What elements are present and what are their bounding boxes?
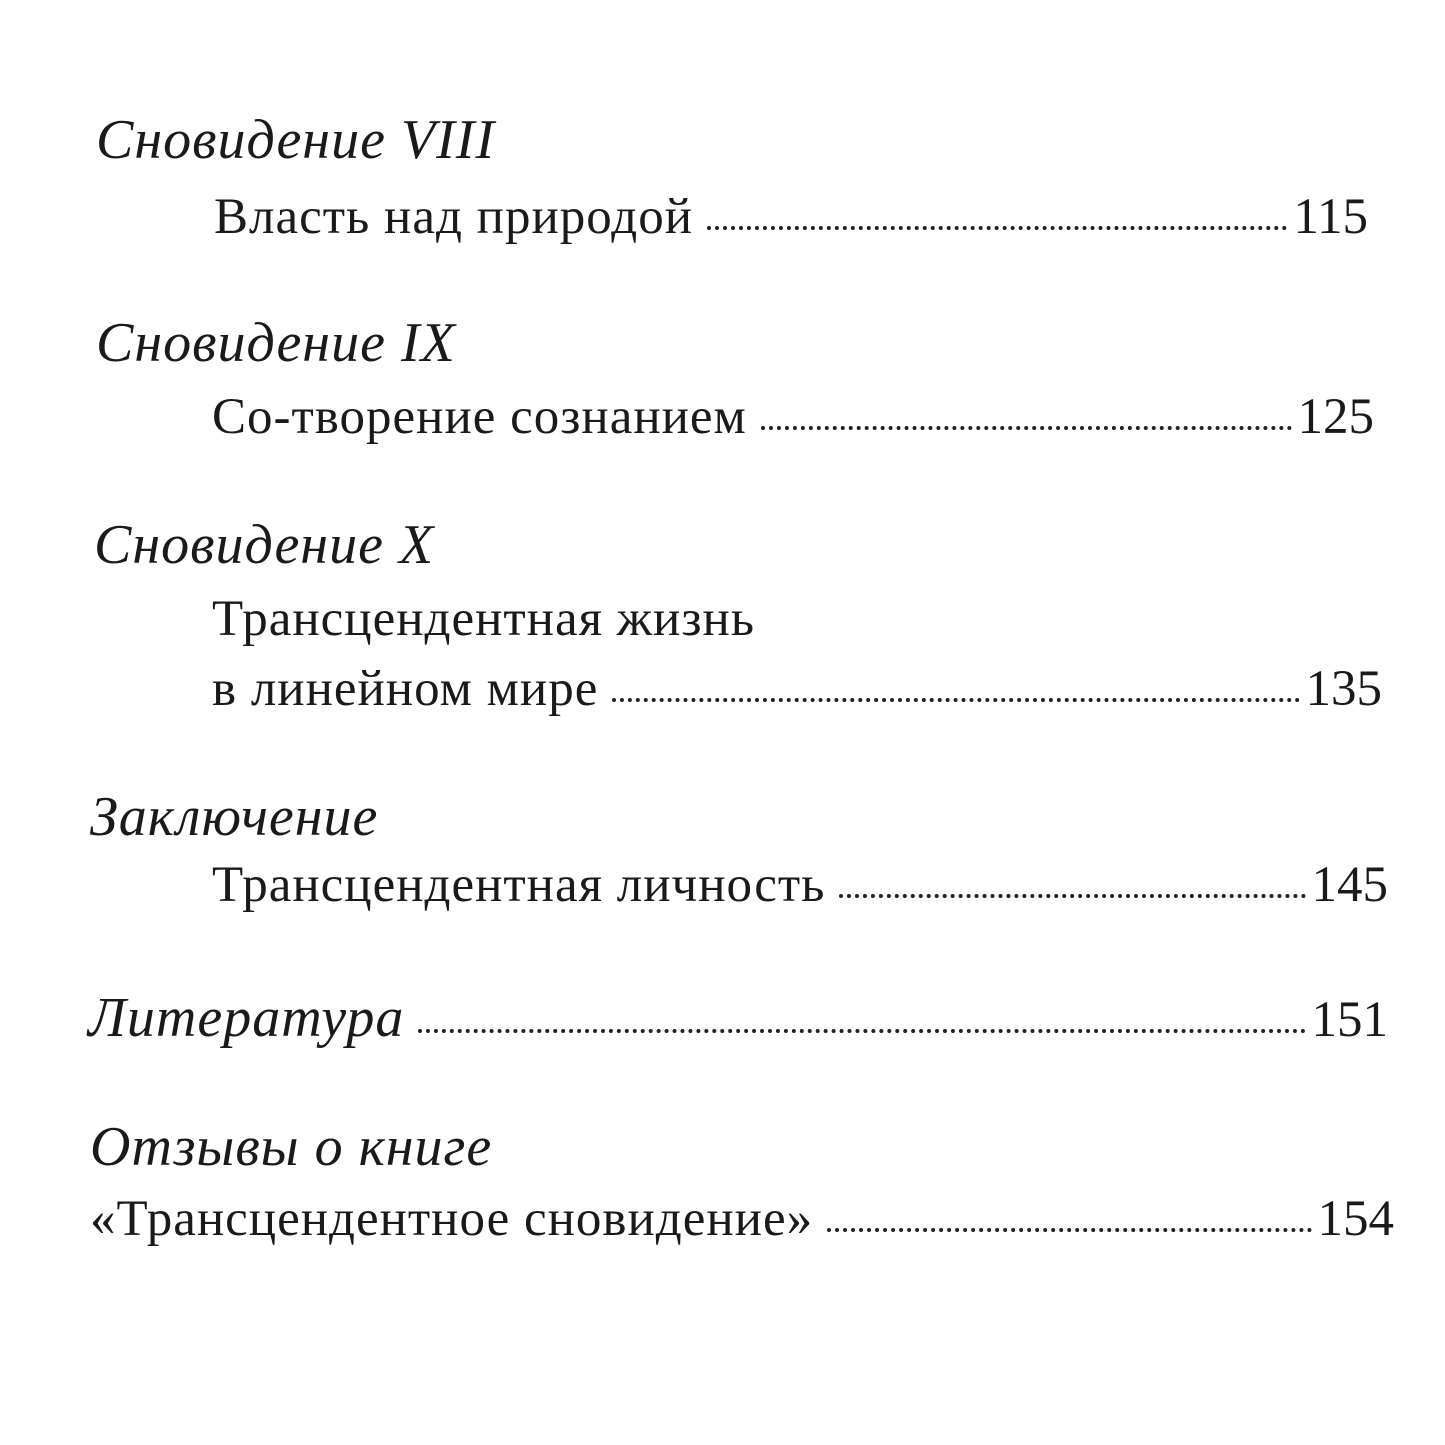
toc-entry-conclusion [212, 857, 1388, 913]
toc-entry-reviews [90, 1191, 1394, 1247]
dot-leader [827, 1228, 1311, 1232]
toc-entry-dream-9 [212, 389, 1374, 445]
page-number: 154 [1317, 1191, 1394, 1247]
dot-leader [839, 894, 1305, 898]
entry-text-line-2: в линейном мире [212, 661, 599, 717]
entry-text-line-1: Трансцендентная жизнь [212, 591, 756, 647]
dot-leader [707, 226, 1287, 230]
section-title-dream-8: Сновидение VIII [96, 109, 496, 171]
toc-entry-dream-10 [212, 661, 1382, 717]
entry-text: Со-творение сознанием [212, 389, 747, 445]
section-title-reviews: Отзывы о книге [90, 1116, 493, 1178]
entry-text: Трансцендентная личность [212, 857, 826, 913]
page-number: 115 [1293, 189, 1368, 245]
page-number: 145 [1311, 857, 1388, 913]
toc-entry-dream-8 [214, 189, 1368, 245]
section-title-dream-9: Сновидение IX [96, 312, 456, 374]
dot-leader [612, 698, 1299, 702]
section-title-dream-10: Сновидение X [94, 514, 435, 576]
toc-entry-literature [88, 987, 1388, 1049]
section-title-literature: Литература [88, 987, 405, 1049]
section-title-conclusion: Заключение [90, 786, 379, 848]
dot-leader [418, 1029, 1305, 1033]
entry-text: Власть над природой [214, 189, 694, 245]
page-number: 135 [1305, 661, 1382, 717]
page-number: 125 [1297, 389, 1374, 445]
entry-text: «Трансцендентное сновидение» [90, 1191, 814, 1247]
page-number: 151 [1311, 992, 1388, 1048]
dot-leader [761, 426, 1292, 430]
